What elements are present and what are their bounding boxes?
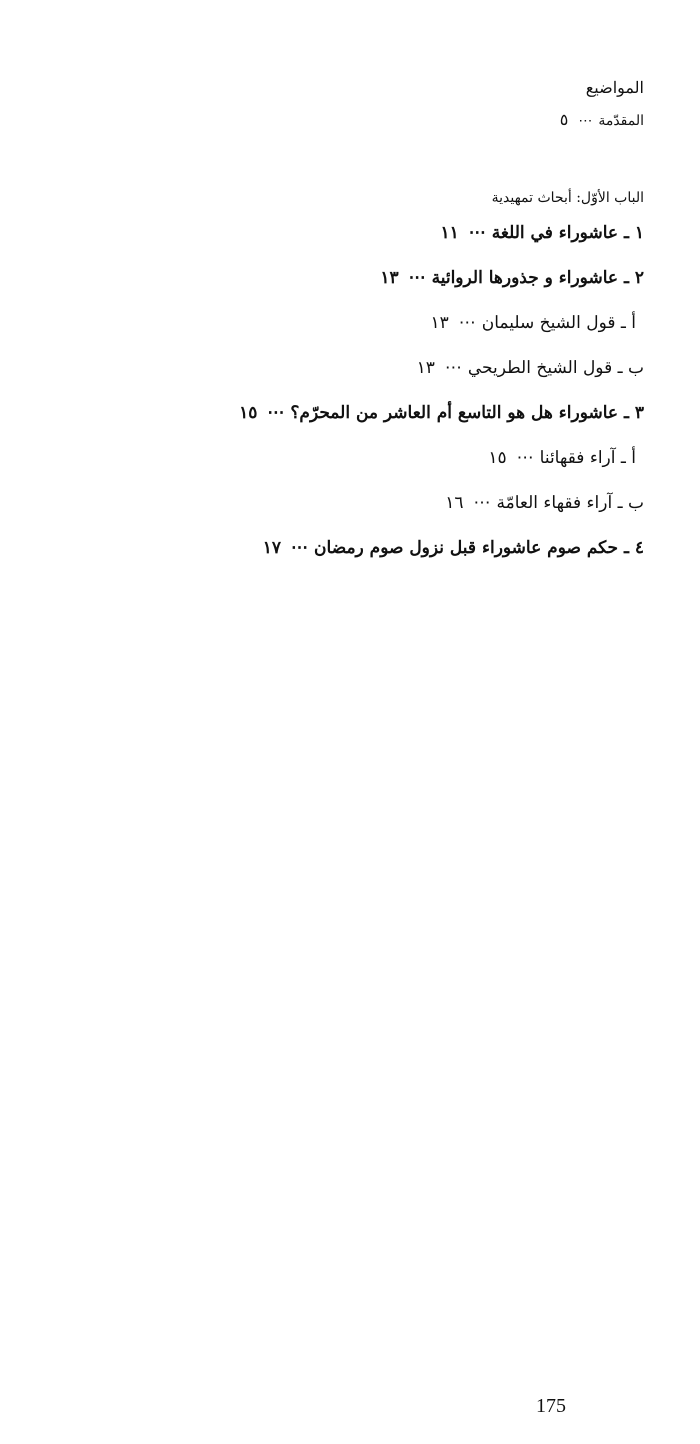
toc-entry-page: ١٣: [380, 268, 399, 288]
toc-entry-dots: ⋯: [408, 268, 426, 288]
toc-entry-page: ١٦: [445, 493, 464, 513]
toc-entry: [184, 533, 644, 563]
toc-entry-label: ٢ ـ عاشوراء و جذورها الروائية: [431, 268, 644, 288]
toc-title: المواضيع: [585, 78, 644, 97]
toc-entry-page: ٥: [559, 110, 569, 129]
toc-entry-dots: ⋯: [267, 403, 285, 423]
toc-entry-label: ٤ ـ حكم صوم عاشوراء قبل نزول صوم رمضان: [314, 538, 644, 558]
table-of-contents: [184, 74, 644, 563]
toc-entry-dots: ⋯: [458, 313, 476, 333]
toc-entry-dots: ⋯: [291, 538, 309, 558]
toc-entry-label: أ ـ قول الشيخ سليمان: [481, 313, 636, 333]
toc-entry-page: ١٣: [416, 358, 435, 378]
toc-entry-label: أ ـ آراء فقهائنا: [539, 448, 636, 468]
toc-entry-label: ب ـ آراء فقهاء العامّة: [496, 493, 644, 513]
toc-subentry: [184, 308, 644, 338]
toc-entry-dots: ⋯: [444, 358, 462, 378]
toc-entry-dots: ⋯: [468, 223, 486, 243]
toc-subentry: [184, 443, 644, 473]
toc-entry: [184, 218, 644, 248]
toc-entry-dots: ⋯: [578, 113, 593, 129]
toc-entry-page: ١١: [440, 223, 459, 243]
toc-entry-page: ١٧: [262, 538, 282, 558]
page-number: 175: [536, 1395, 566, 1417]
toc-entry-label: المقدّمة: [598, 113, 644, 129]
toc-entry-dots: ⋯: [516, 448, 534, 468]
toc-entry-page: ١٣: [430, 313, 449, 333]
toc-entry-label: ١ ـ عاشوراء في اللغة: [491, 223, 644, 243]
toc-subentry: [184, 488, 644, 518]
toc-intro-entry: [184, 106, 644, 134]
toc-chapter-heading: الباب الأوّل: أبحاث تمهيدية: [491, 190, 644, 206]
toc-entry-dots: ⋯: [473, 493, 491, 513]
toc-subentry: [184, 353, 644, 383]
toc-entry-page: ١٥: [239, 403, 258, 423]
toc-entry-label: ٣ ـ عاشوراء هل هو التاسع أم العاشر من المحرّم؟: [290, 403, 644, 423]
toc-entry: [184, 398, 644, 428]
toc-entry: [184, 263, 644, 293]
toc-entry-label: ب ـ قول الشيخ الطريحي: [467, 358, 644, 378]
toc-entry-page: ١٥: [488, 448, 507, 468]
